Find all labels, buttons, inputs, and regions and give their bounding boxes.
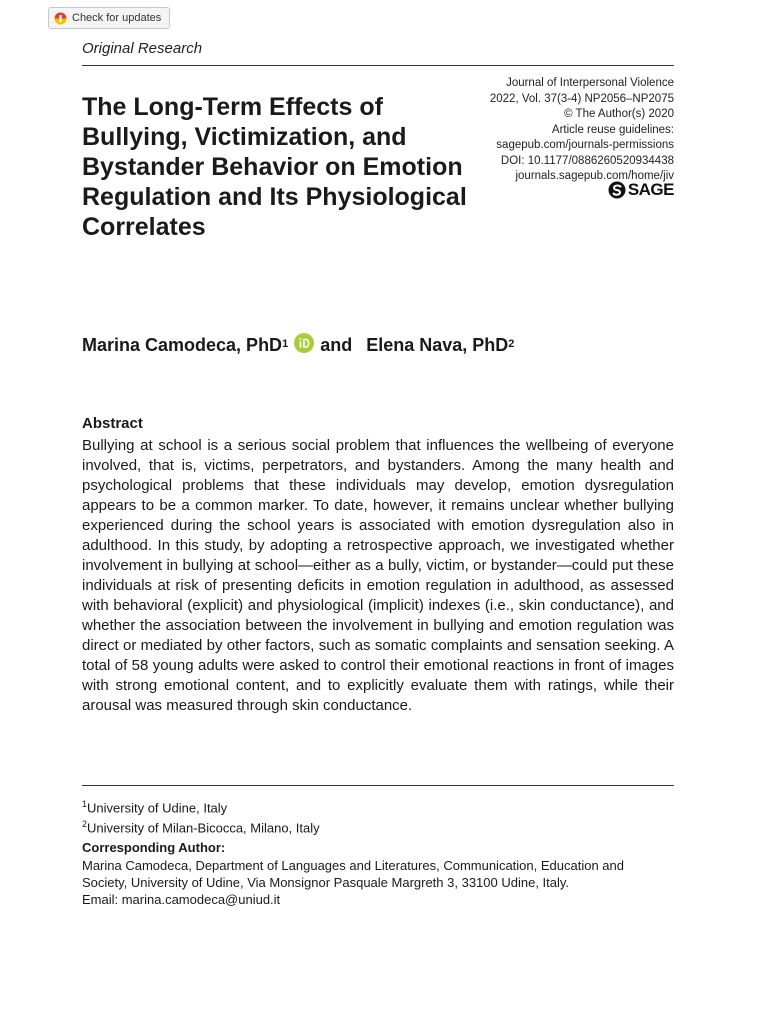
article-title: The Long-Term Effects of Bullying, Victimization, and Bystander Behavior on Emotion Regulation and Its Physiological Correlates bbox=[82, 93, 467, 241]
affiliation-1-text: University of Udine, Italy bbox=[87, 800, 228, 816]
reuse-guidelines-label: Article reuse guidelines: bbox=[551, 123, 674, 136]
check-for-updates-label: Check for updates bbox=[72, 12, 162, 24]
footnote-divider bbox=[82, 785, 674, 786]
affiliation-2-marker: 2 bbox=[82, 819, 88, 830]
journal-meta bbox=[490, 76, 674, 185]
doi-link[interactable]: DOI: 10.1177/0886260520934438 bbox=[500, 154, 674, 167]
author-line bbox=[82, 333, 514, 358]
orcid-icon[interactable] bbox=[294, 333, 314, 358]
sage-emblem-icon bbox=[608, 181, 626, 199]
corresponding-email[interactable]: Email: marina.camodeca@uniud.it bbox=[82, 892, 281, 907]
author-1-affiliation: 1 bbox=[282, 337, 289, 350]
journal-home-link[interactable]: journals.sagepub.com/home/jiv bbox=[515, 170, 674, 182]
corresponding-line-2: Society, University of Udine, Via Monsignor Pasquale Margreth 3, 33100 Udine, Italy. bbox=[82, 875, 570, 890]
author-2-affiliation: 2 bbox=[508, 337, 515, 350]
corresponding-author-heading: Corresponding Author: bbox=[82, 840, 226, 855]
journal-volume: 2022, Vol. 37(3-4) NP2056–NP2075 bbox=[489, 92, 674, 105]
crossmark-icon bbox=[54, 12, 67, 25]
author-1-name[interactable]: Marina Camodeca, PhD bbox=[82, 335, 283, 355]
affiliations bbox=[82, 796, 320, 837]
section-label: Original Research bbox=[82, 40, 203, 57]
corresponding-line-1: Marina Camodeca, Department of Languages and Literatures, Communication, Education and bbox=[82, 858, 624, 873]
permissions-link[interactable]: sagepub.com/journals-permissions bbox=[496, 139, 674, 151]
sage-wordmark: SAGE bbox=[627, 180, 674, 199]
author-2-name[interactable]: Elena Nava, PhD bbox=[366, 335, 509, 355]
affiliation-1-marker: 1 bbox=[82, 799, 88, 809]
abstract-heading: Abstract bbox=[82, 415, 143, 432]
top-divider bbox=[82, 65, 674, 66]
affiliation-2-text: University of Milan-Bicocca, Milano, Italy bbox=[87, 820, 320, 836]
author-connector: and bbox=[320, 335, 353, 355]
copyright: © The Author(s) 2020 bbox=[564, 108, 674, 120]
affiliation-2 bbox=[82, 816, 320, 836]
affiliation-1 bbox=[82, 796, 320, 816]
abstract-text: Bullying at school is a serious social problem that influences the wellbeing of everyone involved, that is, victims, perpetrators, and bystanders. Among the many health and psychological problems that these individuals may develop, emotion dysregulation appears to be a common marker. To date, however, it remains unclear whether bullying experienced during the school years is associated with emotion dysregulation also in adulthood. In this study, by adopting a retrospective approach, we investigated whether involvement in bullying at school—either as a bully, victim, or bystander—could put these individuals at risk of presenting deficits in emotion regulation in adulthood, as assessed with behavioral (explicit) and physiological (implicit) indexes (i.e., skin conductance), and whether the association between the involvement in bullying and emotion regulation was direct or mediated by other factors, such as somatic complaints and sensation seeking. A total of 58 young adults were asked to control their emotional reactions in front of images with strong emotional content, and to explicitly evaluate them with ratings, while their arousal was measured through skin conductance. bbox=[82, 437, 674, 714]
corresponding-author-details bbox=[82, 857, 682, 908]
check-for-updates-button[interactable] bbox=[48, 7, 170, 29]
sage-logo bbox=[608, 180, 674, 200]
journal-name: Journal of Interpersonal Violence bbox=[506, 77, 674, 89]
